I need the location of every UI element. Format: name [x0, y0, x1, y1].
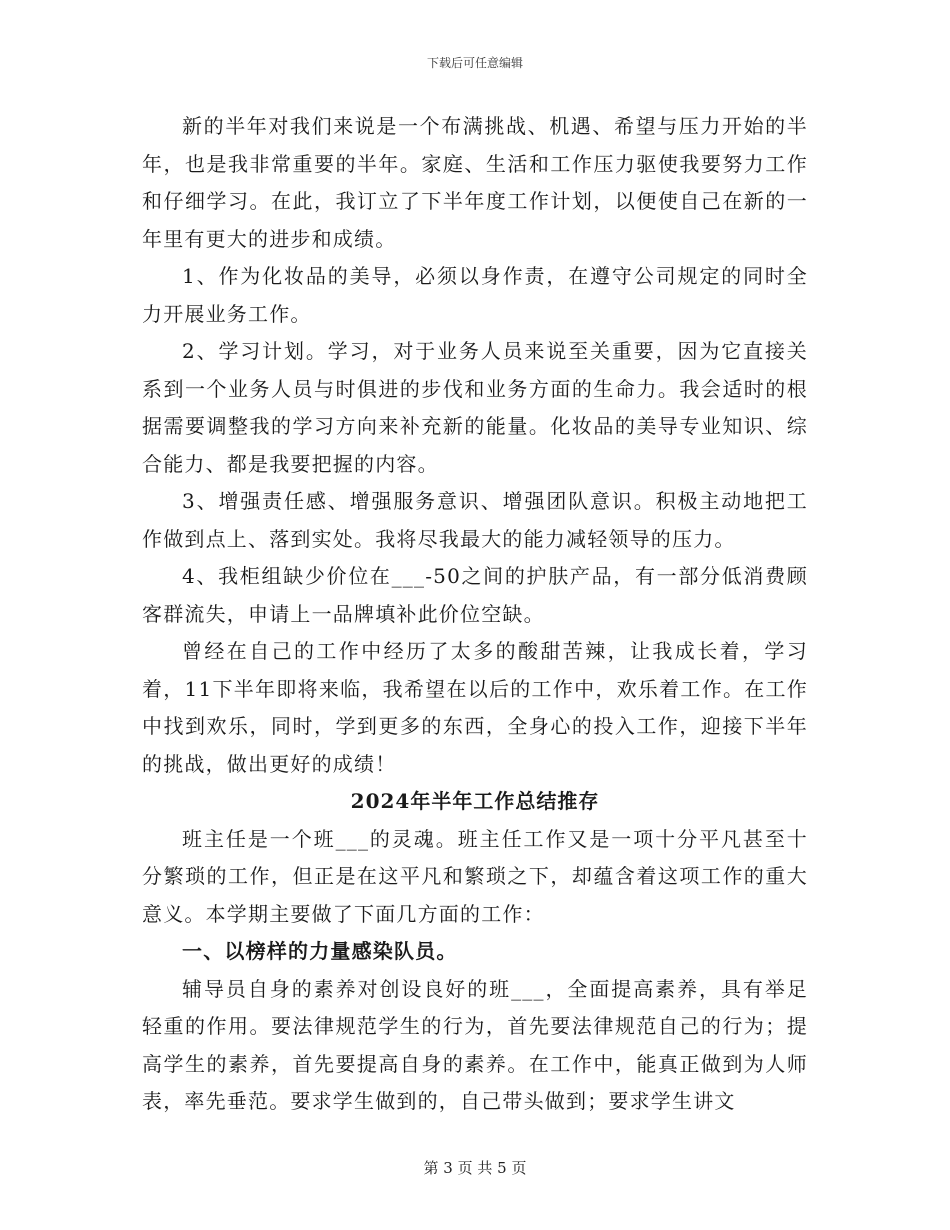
paragraph-subsection: 辅导员自身的素养对创设良好的班___，全面提高素养，具有举足轻重的作用。要法律规范学生的行为，首先要法律规范自己的行为；提高学生的素养，首先要提高自身的素养。在工作中，能真正做到为人师表，率先垂范。要求学生做到的，自己带头做到；要求学生讲文	[142, 976, 808, 1113]
paragraph-conclusion: 曾经在自己的工作中经历了太多的酸甜苦辣，让我成长着，学习着，11下半年即将来临，我希望在以后的工作中，欢乐着工作。在工作中找到欢乐，同时，学到更多的东西，全身心的投入工作，迎接下半年的挑战，做出更好的成绩！	[142, 639, 808, 776]
paragraph-item-2: 2、学习计划。学习，对于业务人员来说至关重要，因为它直接关系到一个业务人员与时俱进的步伐和业务方面的生命力。我会适时的根据需要调整我的学习方向来补充新的能量。化妆品的美导专业知识、综合能力、都是我要把握的内容。	[142, 339, 808, 476]
paragraph-item-1: 1、作为化妆品的美导，必须以身作责，在遵守公司规定的同时全力开展业务工作。	[142, 264, 808, 326]
paragraph-section-intro: 班主任是一个班___的灵魂。班主任工作又是一项十分平凡甚至十分繁琐的工作，但正是在这平凡和繁琐之下，却蕴含着这项工作的重大意义。本学期主要做了下面几方面的工作：	[142, 826, 808, 926]
page-number: 第 3 页 共 5 页	[423, 1159, 527, 1177]
paragraph-intro: 新的半年对我们来说是一个布满挑战、机遇、希望与压力开始的半年，也是我非常重要的半年。家庭、生活和工作压力驱使我要努力工作和仔细学习。在此，我订立了下半年度工作计划，以便使自己在新的一年里有更大的进步和成绩。	[142, 114, 808, 251]
paragraph-item-4: 4、我柜组缺少价位在___-50之间的护肤产品，有一部分低消费顾客群流失，申请上一品牌填补此价位空缺。	[142, 564, 808, 626]
download-note: 下载后可任意编辑	[426, 56, 523, 70]
subsection-title: 一、以榜样的力量感染队员。	[182, 939, 458, 963]
document-body	[142, 108, 808, 1121]
paragraph-item-3: 3、增强责任感、增强服务意识、增强团队意识。积极主动地把工作做到点上、落到实处。我将尽我最大的能力减轻领导的压力。	[142, 489, 808, 551]
section-title: 2024年半年工作总结推存	[350, 789, 600, 813]
